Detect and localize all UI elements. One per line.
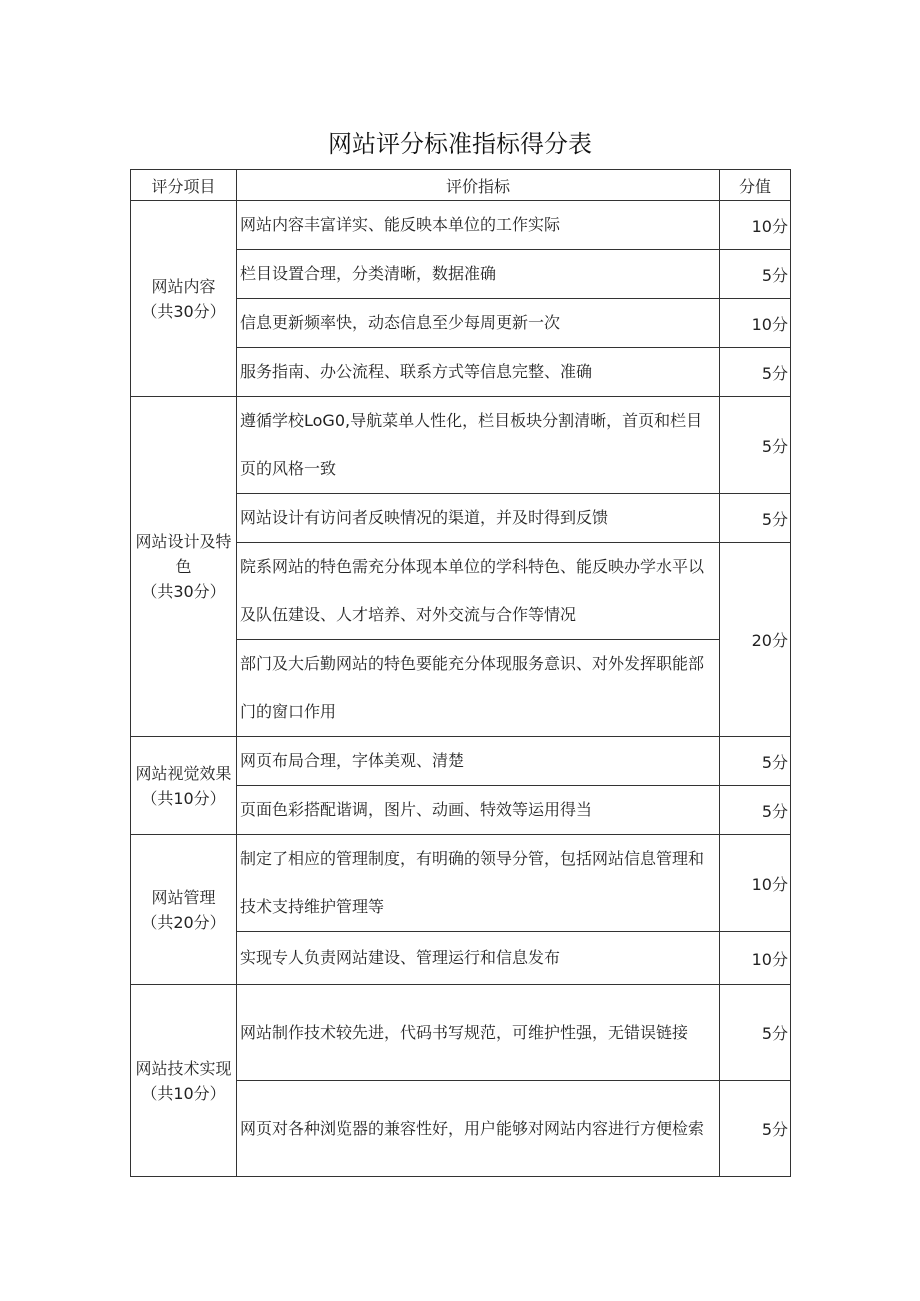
indicator-cell: 网站制作技术较先进，代码书写规范，可维护性强，无错误链接 xyxy=(237,985,720,1081)
indicator-cell: 院系网站的特色需充分体现本单位的学科特色、能反映办学水平以及队伍建设、人才培养、对外交流与合作等情况 xyxy=(237,543,720,640)
category-name: 网站技术实现 xyxy=(135,1058,232,1078)
indicator-cell: 部门及大后勤网站的特色要能充分体现服务意识、对外发挥职能部门的窗口作用 xyxy=(237,640,720,737)
table-row xyxy=(131,201,791,250)
indicator-cell: 页面色彩搭配谐调，图片、动画、特效等运用得当 xyxy=(237,786,720,835)
table-row xyxy=(131,737,791,786)
table-row xyxy=(131,397,791,494)
score-cell: 10分 xyxy=(720,299,791,348)
score-cell: 5分 xyxy=(720,250,791,299)
category-total: （共10分） xyxy=(141,788,226,808)
category-name: 网站视觉效果 xyxy=(135,763,232,783)
indicator-cell: 栏目设置合理，分类清晰，数据准确 xyxy=(237,250,720,299)
score-cell: 5分 xyxy=(720,737,791,786)
indicator-cell: 网站内容丰富详实、能反映本单位的工作实际 xyxy=(237,201,720,250)
category-cell xyxy=(131,737,237,835)
score-cell: 5分 xyxy=(720,348,791,397)
score-cell: 5分 xyxy=(720,1081,791,1177)
indicator-cell: 信息更新频率快，动态信息至少每周更新一次 xyxy=(237,299,720,348)
score-cell: 5分 xyxy=(720,786,791,835)
score-table xyxy=(130,169,791,1177)
category-total: （共30分） xyxy=(141,301,226,321)
category-name: 网站管理 xyxy=(151,887,216,907)
table-row xyxy=(131,835,791,932)
category-cell xyxy=(131,985,237,1177)
indicator-cell: 遵循学校LoG0,导航菜单人性化，栏目板块分割清晰，首页和栏目页的风格一致 xyxy=(237,397,720,494)
category-cell xyxy=(131,397,237,737)
score-cell: 10分 xyxy=(720,201,791,250)
score-cell: 10分 xyxy=(720,835,791,932)
indicator-cell: 服务指南、办公流程、联系方式等信息完整、准确 xyxy=(237,348,720,397)
header-indicator: 评价指标 xyxy=(237,170,720,201)
indicator-cell: 制定了相应的管理制度，有明确的领导分管，包括网站信息管理和技术支持维护管理等 xyxy=(237,835,720,932)
page-title: 网站评分标准指标得分表 xyxy=(328,130,592,158)
category-name: 网站内容 xyxy=(151,276,216,296)
category-total: （共30分） xyxy=(141,582,226,601)
table-header-row xyxy=(131,170,791,201)
score-cell: 5分 xyxy=(720,985,791,1081)
indicator-cell: 网站设计有访问者反映情况的渠道，并及时得到反馈 xyxy=(237,494,720,543)
score-cell: 20分 xyxy=(720,543,791,737)
indicator-cell: 实现专人负责网站建设、管理运行和信息发布 xyxy=(237,932,720,985)
category-total: （共10分） xyxy=(141,1083,226,1103)
header-item: 评分项目 xyxy=(131,170,237,201)
category-total: （共20分） xyxy=(141,912,226,932)
score-cell: 5分 xyxy=(720,494,791,543)
category-name: 网站设计及特色 xyxy=(135,532,232,576)
score-cell: 5分 xyxy=(720,397,791,494)
category-cell xyxy=(131,201,237,397)
header-score: 分值 xyxy=(720,170,791,201)
category-cell xyxy=(131,835,237,985)
table-row xyxy=(131,985,791,1081)
indicator-cell: 网页对各种浏览器的兼容性好，用户能够对网站内容进行方便检索 xyxy=(237,1081,720,1177)
score-cell: 10分 xyxy=(720,932,791,985)
indicator-cell: 网页布局合理，字体美观、清楚 xyxy=(237,737,720,786)
